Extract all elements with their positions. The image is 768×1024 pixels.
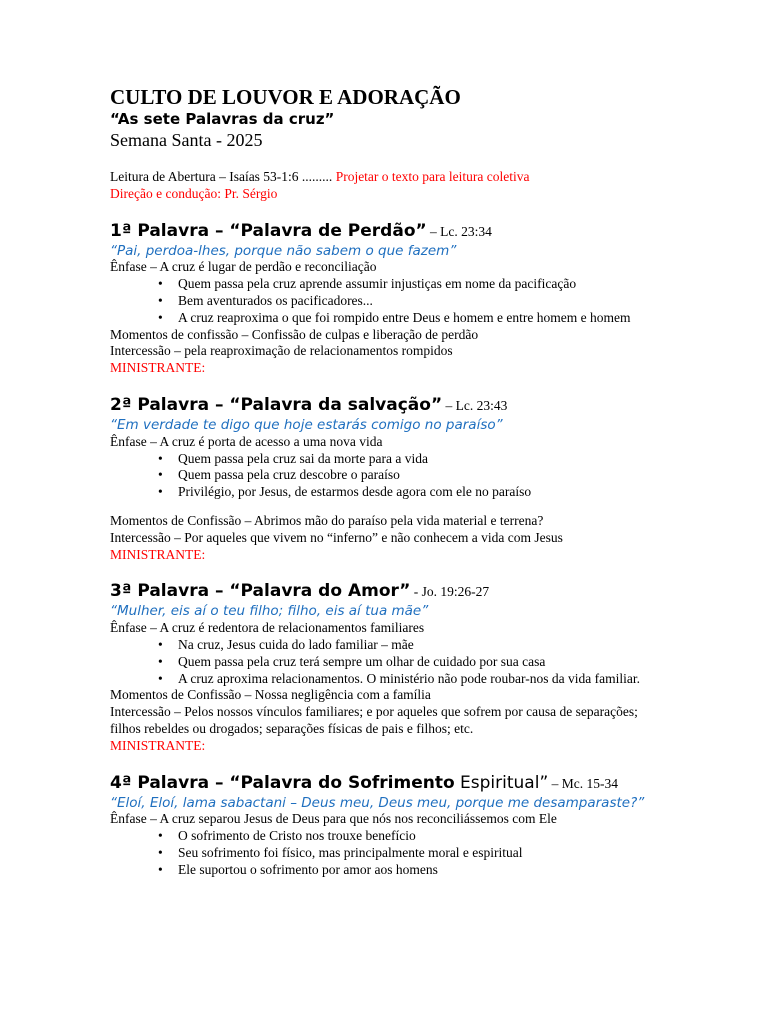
section-heading: [110, 220, 670, 243]
section-confession: Momentos de Confissão – Abrimos mão do paraíso pela vida material e terrena?: [110, 512, 544, 528]
bullet-icon: •: [158, 309, 163, 325]
list-item-text: O sofrimento de Cristo nos trouxe benefício: [178, 828, 416, 844]
section-ref: – Lc. 23:43: [442, 397, 508, 413]
bullet-list: [110, 451, 670, 501]
list-item-text: Bem aventurados os pacificadores...: [178, 292, 373, 308]
section-3: [110, 563, 670, 754]
section-heading-title: 3ª Palavra – “Palavra do Amor”: [110, 581, 411, 602]
bullet-icon: •: [158, 844, 163, 860]
list-item-text: A cruz aproxima relacionamentos. O ministério não pode roubar-nos da vida familiar.: [178, 670, 640, 686]
bullet-icon: •: [158, 653, 163, 669]
section-1: [110, 203, 670, 377]
list-item: [110, 845, 670, 862]
list-item-text: Quem passa pela cruz descobre o paraíso: [178, 467, 400, 483]
bullet-icon: •: [158, 828, 163, 844]
section-quote: “Mulher, eis aí o teu filho; filho, eis aí tua mãe”: [110, 603, 429, 620]
bullet-icon: •: [158, 450, 163, 466]
list-item-text: Ele suportou o sofrimento por amor aos homens: [178, 861, 438, 877]
direction-line: Direção e condução: Pr. Sérgio: [110, 185, 278, 201]
section-confession: Momentos de Confissão – Nossa negligência com a família: [110, 687, 431, 703]
section-quote: “Em verdade te digo que hoje estarás comigo no paraíso”: [110, 416, 503, 433]
list-item-text: A cruz reaproxima o que foi rompido entre Deus e homem e entre homem e homem: [178, 309, 631, 325]
section-confession: Momentos de confissão – Confissão de culpas e liberação de perdão: [110, 326, 479, 342]
list-item: [110, 654, 670, 671]
section-heading: [110, 772, 670, 795]
bullet-icon: •: [158, 292, 163, 308]
section-emphasis: Ênfase – A cruz é porta de acesso a uma nova vida: [110, 433, 383, 449]
section-heading: [110, 394, 670, 417]
opening-text: Leitura de Abertura – Isaías 53-1:6 .........: [110, 169, 333, 184]
section-heading-title: 4ª Palavra – “Palavra do Sofrimento: [110, 772, 455, 793]
section-emphasis: Ênfase – A cruz separou Jesus de Deus para que nós nos reconciliássemos com Ele: [110, 811, 557, 827]
section-ref: – Lc. 23:34: [426, 223, 492, 239]
list-item: [110, 276, 670, 293]
section-heading-title: 1ª Palavra – “Palavra de Perdão”: [110, 220, 427, 241]
week-label: Semana Santa - 2025: [110, 130, 263, 150]
bullet-icon: •: [158, 467, 163, 483]
section-ref: – Mc. 15-34: [548, 775, 619, 791]
bullet-list: [110, 828, 670, 878]
list-item: [110, 451, 670, 468]
section-emphasis: Ênfase – A cruz é lugar de perdão e reconciliação: [110, 259, 377, 275]
opening-reading: [110, 169, 670, 186]
section-minister: MINISTRANTE:: [110, 360, 206, 376]
bullet-list: [110, 276, 670, 326]
list-item-text: Quem passa pela cruz terá sempre um olhar de cuidado por sua casa: [178, 653, 546, 669]
list-item: [110, 637, 670, 654]
doc-title: CULTO DE LOUVOR E ADORAÇÃO: [110, 85, 461, 109]
doc-subtitle: “As sete Palavras da cruz”: [110, 110, 335, 128]
list-item: [110, 828, 670, 845]
section-heading: [110, 580, 670, 603]
opening-note: Projetar o texto para leitura coletiva: [335, 169, 530, 184]
section-heading-extra: Espiritual”: [454, 772, 549, 793]
section-intercession: Intercessão – pela reaproximação de relacionamentos rompidos: [110, 343, 453, 359]
list-item-text: Privilégio, por Jesus, de estarmos desde agora com ele no paraíso: [178, 484, 532, 500]
section-quote: “Eloí, Eloí, lama sabactani – Deus meu, Deus meu, porque me desamparaste?”: [110, 794, 645, 811]
bullet-icon: •: [158, 670, 163, 686]
section-2: [110, 377, 670, 563]
list-item: [110, 862, 670, 879]
document-page: [110, 84, 670, 879]
bullet-icon: •: [158, 861, 163, 877]
list-item-text: Quem passa pela cruz sai da morte para a vida: [178, 450, 429, 466]
list-item: [110, 293, 670, 310]
section-intercession: Intercessão – Por aqueles que vivem no “inferno” e não conhecem a vida com Jesus: [110, 529, 563, 545]
list-item: [110, 310, 670, 327]
section-4: [110, 755, 670, 879]
list-item: [110, 467, 670, 484]
section-heading-title: 2ª Palavra – “Palavra da salvação”: [110, 394, 443, 415]
list-item: [110, 671, 670, 688]
list-item: [110, 484, 670, 501]
section-intercession: Intercessão – Pelos nossos vínculos familiares; e por aqueles que sofrem por causa de separações; filhos rebeldes ou drogados; separações físicas de pais e filhos; etc.: [110, 704, 638, 736]
bullet-list: [110, 637, 670, 687]
section-quote: “Pai, perdoa-lhes, porque não sabem o que fazem”: [110, 242, 457, 259]
section-minister: MINISTRANTE:: [110, 546, 206, 562]
list-item-text: Quem passa pela cruz aprende assumir injustiças em nome da pacificação: [178, 276, 577, 292]
bullet-icon: •: [158, 276, 163, 292]
list-item-text: Na cruz, Jesus cuida do lado familiar – mãe: [178, 636, 414, 652]
bullet-icon: •: [158, 636, 163, 652]
bullet-icon: •: [158, 484, 163, 500]
list-item-text: Seu sofrimento foi físico, mas principalmente moral e espiritual: [178, 844, 523, 860]
section-minister: MINISTRANTE:: [110, 737, 206, 753]
section-emphasis: Ênfase – A cruz é redentora de relacionamentos familiares: [110, 620, 425, 636]
section-ref: - Jo. 19:26-27: [410, 584, 490, 600]
